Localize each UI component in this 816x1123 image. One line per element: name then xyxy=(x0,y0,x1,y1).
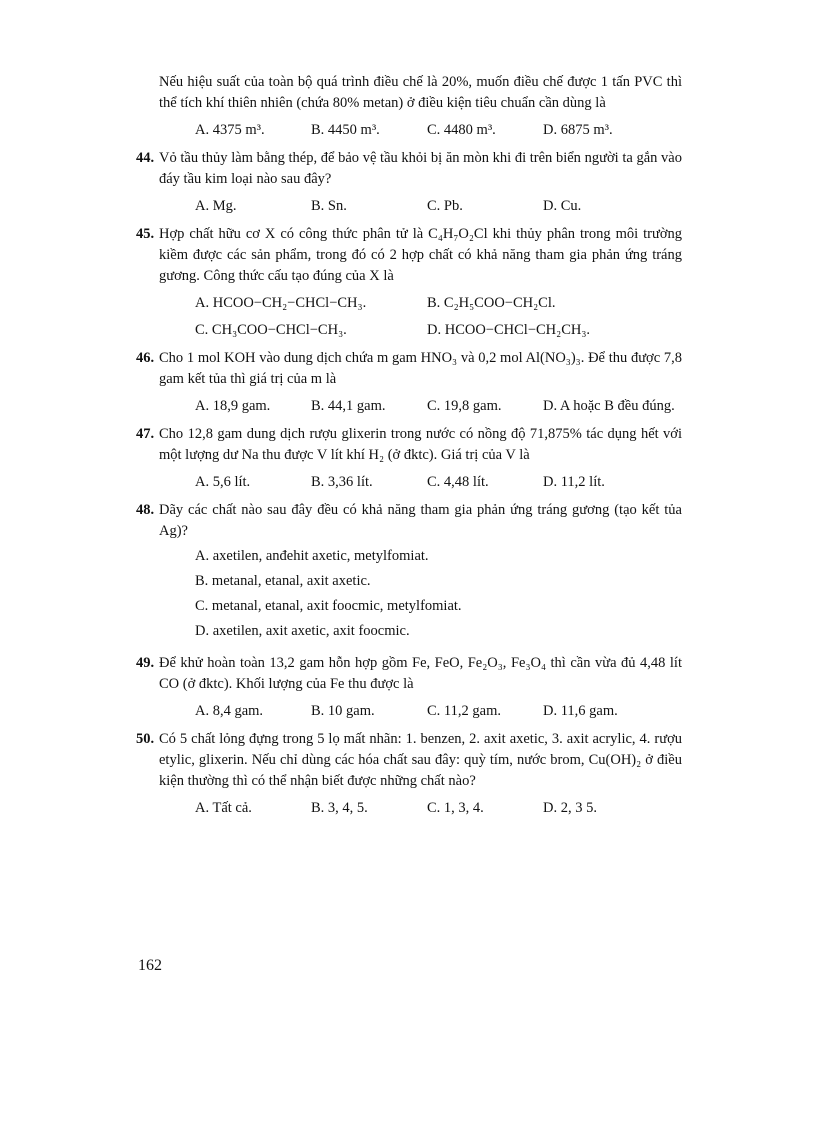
option-a: A. HCOO−CH₂−CHCl−CH₃. xyxy=(195,295,367,311)
option-b: B. C₂H₅COO−CH₂Cl. xyxy=(427,295,556,311)
question-text: Cho 12,8 gam dung dịch rượu glixerin trong nước có nồng độ 71,875% tác dụng hết với một lượng dư Na thu được V lít khí H₂ (ở đktc). Giá trị của V là xyxy=(159,426,682,463)
answer-options-47 xyxy=(136,472,682,493)
option-a: A. 8,4 gam. xyxy=(195,703,264,719)
question-number: 50. xyxy=(136,731,155,747)
question-43-continuation: Nếu hiệu suất của toàn bộ quá trình điều chế là 20%, muốn điều chế được 1 tấn PVC thì thể tích khí thiên nhiên (chứa 80% metan) ở điều kiện tiêu chuẩn cần dùng là xyxy=(159,74,682,111)
option-d: D. 2, 3 5. xyxy=(543,800,597,816)
question-number: 45. xyxy=(136,226,155,242)
option-a: A. 5,6 lít. xyxy=(195,474,251,490)
question-45 xyxy=(136,224,682,287)
question-list xyxy=(136,72,682,819)
question-text: Vỏ tầu thủy làm bằng thép, để bảo vệ tầu khỏi bị ăn mòn khi đi trên biển người ta gắn vào đáy tầu kim loại nào sau đây? xyxy=(159,150,682,187)
option-d: D. Cu. xyxy=(543,198,582,214)
question-text: Có 5 chất lỏng đựng trong 5 lọ mất nhãn: 1. benzen, 2. axit axetic, 3. axit acrylic, 4. rượu etylic, glixerin. Nếu chỉ dùng các hóa chất sau đây: quỳ tím, nước brom, Cu(OH)₂ ở điều kiện thường thì có thể nhận biết được những chất nào? xyxy=(159,731,682,789)
question-text: Cho 1 mol KOH vào dung dịch chứa m gam HNO₃ và 0,2 mol Al(NO₃)₃. Để thu được 7,8 gam kết tủa thì giá trị của m là xyxy=(159,350,682,387)
option-c: C. metanal, etanal, axit foocmic, metylfomiat. xyxy=(195,598,462,614)
option-c: C. 4,48 lít. xyxy=(427,474,489,490)
answer-options-49 xyxy=(136,701,682,722)
question-number: 46. xyxy=(136,350,155,366)
answer-options-48 xyxy=(136,546,682,646)
option-a: A. 4375 m³. xyxy=(195,122,265,138)
answer-options-43 xyxy=(136,120,682,141)
question-number: 47. xyxy=(136,426,155,442)
question-text: Để khử hoàn toàn 13,2 gam hỗn hợp gồm Fe, FeO, Fe₂O₃, Fe₃O₄ thì cần vừa đủ 4,48 lít CO (ở đktc). Khối lượng của Fe thu được là xyxy=(159,655,682,692)
page-number: 162 xyxy=(138,957,162,974)
option-a: A. axetilen, anđehit axetic, metylfomiat. xyxy=(195,548,429,564)
option-d: D. 11,2 lít. xyxy=(543,474,605,490)
question-number: 49. xyxy=(136,655,155,671)
option-a: A. Mg. xyxy=(195,198,237,214)
option-c: C. CH₃COO−CHCl−CH₃. xyxy=(195,322,347,338)
option-b: B. 3, 4, 5. xyxy=(311,800,368,816)
option-d: D. A hoặc B đều đúng. xyxy=(543,398,675,414)
question-number: 44. xyxy=(136,150,155,166)
question-text: Dãy các chất nào sau đây đều có khả năng tham gia phản ứng tráng gương (tạo kết tủa Ag)? xyxy=(159,502,682,539)
option-a: A. 18,9 gam. xyxy=(195,398,271,414)
option-b: B. 10 gam. xyxy=(311,703,375,719)
option-d: D. axetilen, axit axetic, axit foocmic. xyxy=(195,623,410,639)
option-d: D. 11,6 gam. xyxy=(543,703,618,719)
option-b: B. metanal, etanal, axit axetic. xyxy=(195,573,371,589)
question-text: Hợp chất hữu cơ X có công thức phân tử là C₄H₇O₂Cl khi thủy phân trong môi trường kiềm được các sản phẩm, trong đó có 2 hợp chất có khả năng tham gia phản ứng tráng gương. Công thức cấu tạo đúng của X là xyxy=(159,226,682,284)
question-48 xyxy=(136,500,682,542)
question-number: 48. xyxy=(136,502,155,518)
question-47 xyxy=(136,424,682,466)
question-46 xyxy=(136,348,682,390)
option-c: C. 4480 m³. xyxy=(427,122,496,138)
question-50 xyxy=(136,729,682,792)
option-b: B. 3,36 lít. xyxy=(311,474,373,490)
option-b: B. 4450 m³. xyxy=(311,122,380,138)
option-b: B. 44,1 gam. xyxy=(311,398,386,414)
option-b: B. Sn. xyxy=(311,198,347,214)
answer-options-44 xyxy=(136,196,682,217)
option-c: C. 11,2 gam. xyxy=(427,703,501,719)
option-d: D. 6875 m³. xyxy=(543,122,613,138)
answer-options-50 xyxy=(136,798,682,819)
answer-options-46 xyxy=(136,396,682,417)
option-c: C. Pb. xyxy=(427,198,463,214)
answer-options-45-row1 xyxy=(136,293,682,314)
question-44 xyxy=(136,148,682,190)
option-c: C. 1, 3, 4. xyxy=(427,800,484,816)
option-c: C. 19,8 gam. xyxy=(427,398,502,414)
option-d: D. HCOO−CHCl−CH₂CH₃. xyxy=(427,322,591,338)
option-a: A. Tất cả. xyxy=(195,800,252,816)
question-49 xyxy=(136,653,682,695)
answer-options-45-row2 xyxy=(136,320,682,341)
